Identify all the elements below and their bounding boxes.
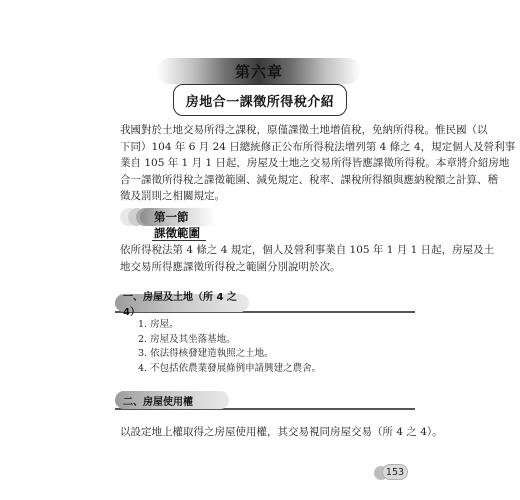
chapter-banner xyxy=(157,58,361,84)
section-paragraph xyxy=(120,242,495,275)
section-title: 課徵範圍 xyxy=(154,226,200,240)
closing-line: 以設定地上權取得之房屋使用權，其交易視同房屋交易（所 4 之 4）。 xyxy=(120,426,443,438)
intro-paragraph xyxy=(120,122,516,205)
chapter-title-box xyxy=(173,84,347,116)
chapter-title: 房地合一課徵所得稅介紹 xyxy=(185,94,335,110)
section-banner xyxy=(140,208,216,226)
section-underline xyxy=(152,240,206,241)
page-number-badge xyxy=(374,464,410,480)
section-paragraph-line: 地交易所得應課徵所得稅之範圍分別說明於次。 xyxy=(120,260,341,273)
intro-line: 合一課徵所得稅之課徵範圍、減免規定、稅率、課稅所得額與應納稅額之計算、稽 xyxy=(120,173,498,186)
list-item: 1. 房屋。 xyxy=(138,319,179,330)
subsection-title: 一、房屋及土地（所 4 之 4） xyxy=(115,294,249,312)
intro-line: 業自 105 年 1 月 1 日起，房屋及土地之交易所得皆應課徵所得稅。本章將介紹房地 xyxy=(120,157,510,169)
scope-list xyxy=(138,318,321,376)
page-number: 153 xyxy=(382,464,408,480)
intro-line: 下同）104 年 6 月 24 日總統修正公布所得稅法增列第 4 條之 4，規定個人及營利事 xyxy=(120,140,516,153)
closing-paragraph xyxy=(120,424,443,441)
intro-line: 徵及罰則之相關規定。 xyxy=(120,190,225,202)
list-item: 2. 房屋及其坐落基地。 xyxy=(138,333,236,345)
subsection-title: 二、房屋使用權 xyxy=(115,391,229,409)
section-paragraph-line: 依所得稅法第 4 條之 4 規定，個人及營利事業自 105 年 1 月 1 日起，房屋及土 xyxy=(120,244,495,256)
list-item: 4. 不包括依農業發展條例申請興建之農舍。 xyxy=(138,362,322,374)
chapter-label: 第六章 xyxy=(234,62,283,81)
list-item: 3. 依法得核發建造執照之土地。 xyxy=(138,348,274,359)
subsection-heading-2 xyxy=(115,391,415,409)
intro-line: 我國對於土地交易所得之課稅，原僅課徵土地增值稅，免納所得稅。惟民國（以 xyxy=(120,124,488,136)
subsection-heading-1 xyxy=(115,292,415,318)
section-label: 第一節 xyxy=(154,210,189,224)
